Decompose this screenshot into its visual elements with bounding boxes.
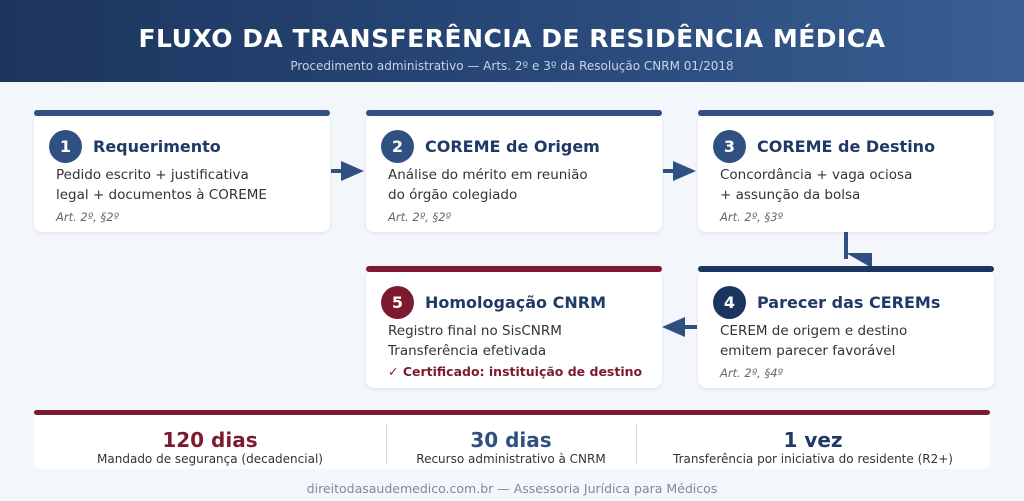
step-description-line2: legal + documentos à COREME	[56, 187, 267, 203]
stat-label: Mandado de segurança (decadencial)	[97, 452, 323, 466]
step-description-line1: CEREM de origem e destino	[720, 323, 908, 339]
card-top-bar	[366, 266, 662, 272]
card-top-bar	[366, 110, 662, 116]
step-card-1	[34, 114, 330, 232]
page-subtitle: Procedimento administrativo — Arts. 2º e 3º da Resolução CNRM 01/2018	[290, 59, 734, 73]
step-title: Parecer das CEREMs	[757, 293, 941, 312]
step-card-2	[366, 114, 662, 232]
page-title: FLUXO DA TRANSFERÊNCIA DE RESIDÊNCIA MÉDICA	[138, 24, 886, 53]
step-legal-reference: Art. 2º, §2º	[56, 210, 119, 224]
step-title: Requerimento	[93, 137, 221, 156]
card-top-bar	[698, 110, 994, 116]
step-title: COREME de Destino	[757, 137, 936, 156]
step-description-line2: emitem parecer favorável	[720, 343, 896, 359]
stat-mandado	[34, 412, 386, 469]
key-figures-panel	[34, 412, 990, 469]
certificate-note: ✓ Certificado: instituição de destino	[388, 364, 643, 379]
step-title: Homologação CNRM	[425, 293, 606, 312]
stat-label: Transferência por iniciativa do residente (R2+)	[673, 452, 953, 466]
footer-credit: direitodasaudemedico.com.br — Assessoria Jurídica para Médicos	[306, 481, 718, 496]
step-number-badge: 4	[713, 286, 746, 319]
step-card-4	[698, 270, 994, 388]
stat-recurso	[386, 412, 636, 469]
stat-value: 120 dias	[162, 428, 258, 452]
step-description-line1: Concordância + vaga ociosa	[720, 167, 913, 183]
step-legal-reference: Art. 2º, §3º	[720, 210, 783, 224]
stat-value: 30 dias	[470, 428, 552, 452]
stat-value: 1 vez	[783, 428, 843, 452]
step-card-5	[366, 270, 662, 388]
step-description-line2: + assunção da bolsa	[720, 187, 861, 203]
step-legal-reference: Art. 2º, §4º	[720, 366, 783, 380]
stat-transferencia	[636, 412, 990, 469]
step-number-badge: 1	[49, 130, 82, 163]
arrow-4-to-5	[662, 317, 697, 337]
arrow-1-to-2	[331, 161, 364, 181]
arrow-3-to-4	[846, 232, 872, 268]
step-legal-reference: Art. 2º, §2º	[388, 210, 451, 224]
step-number-badge: 3	[713, 130, 746, 163]
step-number-badge: 5	[381, 286, 414, 319]
step-description-line1: Análise do mérito em reunião	[388, 167, 588, 183]
card-top-bar	[698, 266, 994, 272]
step-title: COREME de Origem	[425, 137, 600, 156]
step-card-3	[698, 114, 994, 232]
step-description-line2: do órgão colegiado	[388, 187, 518, 203]
step-description-line1: Registro final no SisCNRM	[388, 323, 562, 339]
card-top-bar	[34, 110, 330, 116]
step-number-badge: 2	[381, 130, 414, 163]
step-description-line1: Pedido escrito + justificativa	[56, 167, 249, 183]
stat-label: Recurso administrativo à CNRM	[416, 452, 606, 466]
step-description-line2: Transferência efetivada	[388, 343, 547, 359]
arrow-2-to-3	[663, 161, 696, 181]
